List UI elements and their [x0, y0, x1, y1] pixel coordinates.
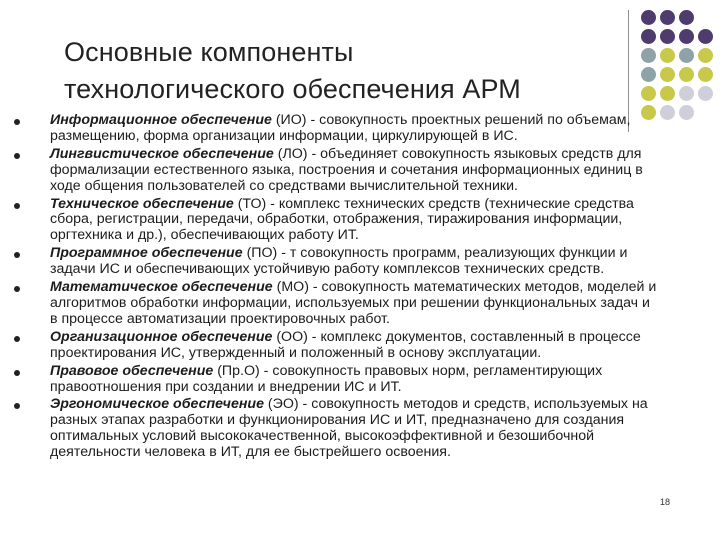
- bullet-icon: [14, 403, 20, 409]
- bullet-icon: [14, 286, 20, 292]
- item-term: Лингвистическое обеспечение: [50, 145, 274, 162]
- item-description: (ОО) - комплекс документов, составленный в процессе проектирования ИС, утвержденный и положенный в основу эксплуатации.: [50, 328, 641, 361]
- bullet-icon: [14, 370, 20, 376]
- item-description: (ИО) - совокупность проектных решений по объемам, размещению, форма организации информации, циркулирующей в ИС.: [50, 112, 631, 144]
- decorative-dot: [660, 10, 675, 25]
- decorative-dot: [679, 29, 694, 44]
- list-item: [0, 280, 720, 328]
- item-description: (ЛО) - объединяет совокупность языковых средств для формализации естественного языка, построения и сочетания информационных единиц в ходе общения пользователей со средствами вычислительной техники.: [50, 145, 643, 194]
- item-text: [50, 397, 660, 461]
- decorative-dot: [660, 86, 675, 101]
- item-term: Организационное обеспечение: [50, 328, 273, 345]
- decorative-dot-grid: [641, 8, 717, 130]
- decorative-dot: [641, 67, 656, 82]
- item-text: [50, 197, 660, 245]
- item-term: Эргономическое обеспечение: [50, 396, 264, 413]
- item-text: [50, 147, 660, 195]
- decorative-dot: [660, 29, 675, 44]
- item-description: (ЭО) - совокупность методов и средств, используемых на разных этапах разработки и функционирования ИС и ИТ, предназначено для создания оптимальных условий высококачественной, высокоэффективной и безошибочной деятельности человека в ИТ, для ее быстрейшего освоения.: [50, 396, 648, 461]
- components-list: [0, 113, 720, 461]
- bullet-icon: [14, 336, 20, 342]
- decorative-dot: [679, 67, 694, 82]
- decorative-dot: [660, 48, 675, 63]
- title-line-1: Основные компоненты: [64, 37, 354, 67]
- decorative-dot: [679, 86, 694, 101]
- bullet-icon: [14, 153, 20, 159]
- item-term: Математическое обеспечение: [50, 279, 273, 296]
- bullet-icon: [14, 119, 20, 125]
- item-term: Программное обеспечение: [50, 245, 243, 262]
- decorative-dot: [641, 86, 656, 101]
- decorative-dot: [641, 48, 656, 63]
- list-item: [0, 246, 720, 278]
- item-text: [50, 364, 660, 396]
- item-description: (Пр.О) - совокупность правовых норм, регламентирующих правоотношения при создании и внедрении ИС и ИТ.: [50, 362, 603, 395]
- item-term: Техническое обеспечение: [50, 195, 234, 212]
- decorative-dot: [698, 86, 713, 101]
- item-description: (ПО) - т совокупность программ, реализующих функции и задачи ИС и обеспечивающих устойчивую работу комплексов технических средств.: [50, 245, 628, 278]
- decorative-dot: [698, 67, 713, 82]
- list-item: [0, 330, 720, 362]
- decorative-dot: [641, 10, 656, 25]
- bullet-icon: [14, 252, 20, 258]
- list-item: [0, 364, 720, 396]
- decorative-dot: [641, 29, 656, 44]
- item-text: [50, 330, 660, 362]
- item-description: (ТО) - комплекс технических средств (технические средства сбора, регистрации, передачи, обработки, отображения, тиражирования информации, оргтехника и др.), обеспечивающих работу ИТ.: [50, 195, 634, 244]
- decorative-dot: [679, 10, 694, 25]
- decorative-dot: [698, 29, 713, 44]
- slide-title: [64, 34, 624, 108]
- item-description: (МО) - совокупность математических методов, моделей и алгоритмов обработки информации, используемых при решении функциональных задач и в процессе автоматизации проектировочных работ.: [50, 279, 657, 327]
- item-text: [50, 280, 660, 328]
- list-item: [0, 113, 720, 145]
- decorative-dot: [679, 48, 694, 63]
- list-item: [0, 147, 720, 195]
- item-term: Информационное обеспечение: [50, 112, 272, 128]
- title-line-2: технологического обеспечения АРМ: [64, 74, 521, 104]
- list-item: [0, 197, 720, 245]
- decorative-dot: [660, 67, 675, 82]
- item-text: [50, 246, 660, 278]
- page-number: 18: [660, 497, 671, 507]
- item-term: Правовое обеспечение: [50, 362, 214, 379]
- decorative-dot: [698, 48, 713, 63]
- item-text: [50, 113, 660, 145]
- bullet-icon: [14, 203, 20, 209]
- list-item: [0, 397, 720, 461]
